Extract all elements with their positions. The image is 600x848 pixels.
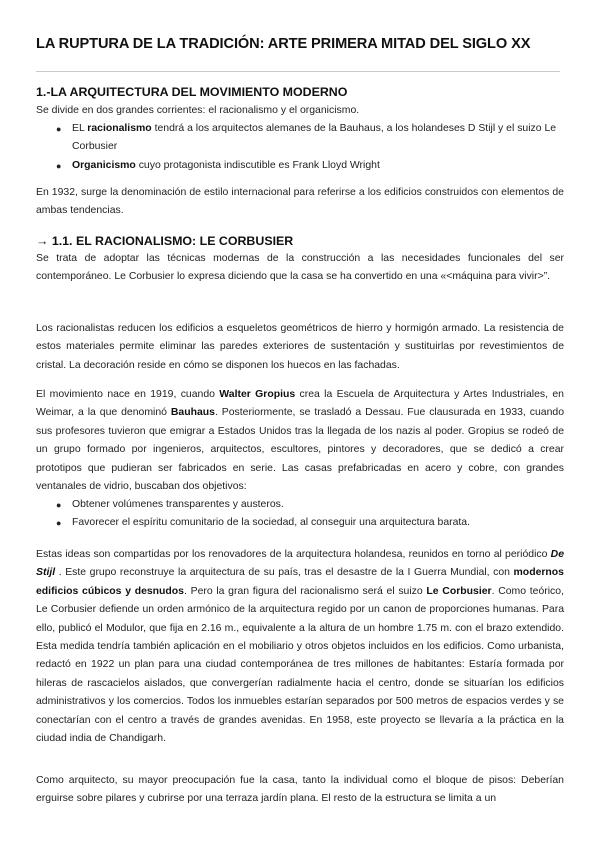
name-bauhaus: Bauhaus — [170, 407, 215, 419]
list-item-objective-2: ● Favorecer el espíritu comunitario de la sociedad, al conseguir una arquitectura barata. — [36, 514, 564, 532]
paragraph-racionalismo-intro: Se trata de adoptar las técnicas modernas de la construcción a las necesidades funcionales del ser contemporáneo. Le Corbusier lo expresa diciendo que la casa se ha convertido en una «<máquina para vivir>”. — [36, 253, 564, 283]
currents-list — [36, 120, 564, 175]
list-item-organicismo: ● Organicismo cuyo protagonista indiscutible es Frank Lloyd Wright — [36, 157, 564, 175]
term-modernos-edificios: modernos edificios cúbicos y desnudos — [36, 567, 564, 597]
list-item-objective-1: ● Obtener volúmenes transparentes y austeros. — [36, 496, 564, 514]
section-1-1-heading: → 1.1. EL RACIONALISMO: LE CORBUSIER — [36, 234, 294, 248]
paragraph-de-stijl-le-corbusier: Estas ideas son compartidas por los renovadores de la arquitectura holandesa, reunidos en torno al periódico De Stijl . Este grupo reconstruye la arquitectura de su país, tras el desastre de la I Guerra Mundial, con modernos edificios cúbicos y desnudos. Pero la gran figura del racionalismo será el suizo Le Corbusier. Como teórico, Le Corbusier defiende un orden armónico de la arquitectura regido por un canon de proporciones humanas. Para ello, publicó el Modulor, que fija en 2.16 m., equivalente a la altura de un hombre 1.75 m. con el brazo extendido. Esta medida tendría también aplicación en el mobiliario y otros objetos incluidos en los edificios. Como urbanista, redactó en 1922 un plan para una ciudad contemporánea de tres millones de habitantes: Estaría formada por hileras de rascacielos aislados, que convergerían radialmente hacia el centro, donde se situarían los edificios administrativos y los comercios. Todos los inmuebles estarían separados por 500 metros de espacios verdes y se conectarían con el centro a través de grandes avenidas. En 1958, este proyecto se llevaría a la práctica en la ciudad india de Chandigarh. — [36, 549, 564, 745]
objectives-list — [36, 496, 564, 533]
paragraph-1932: En 1932, surge la denominación de estilo internacional para referirse a los edificios construidos con elementos de ambas tendencias. — [36, 187, 564, 217]
title-divider — [36, 71, 560, 72]
section-1-intro: Se divide en dos grandes corrientes: el racionalismo y el organicismo. — [36, 105, 360, 116]
name-walter-gropius: Walter Gropius — [219, 389, 296, 400]
document-title: LA RUPTURA DE LA TRADICIÓN: ARTE PRIMERA MITAD DEL SIGLO XX — [36, 36, 531, 52]
bullet-icon: ● — [56, 500, 62, 510]
name-le-corbusier: Le Corbusier — [426, 585, 492, 597]
bullet-icon: ● — [56, 160, 62, 171]
term-organicismo: Organicismo — [72, 159, 136, 171]
bullet-icon: ● — [56, 518, 62, 529]
list-item-racionalismo: ● EL racionalismo tendrá a los arquitectos alemanes de la Bauhaus, a los holandeses D Stijl y el suizo Le Corbusier — [36, 120, 564, 157]
paragraph-esqueletos: Los racionalistas reducen los edificios a esqueletos geométricos de hierro y hormigón armado. La resistencia de estos materiales permite eliminar las paredes exteriores de sustentación y sustituirlas por revestimientos de cristal. La decoración reside en cómo se disponen los huecos en las fachadas. — [36, 323, 564, 371]
term-racionalismo: racionalismo — [87, 123, 152, 134]
paragraph-arquitecto: Como arquitecto, su mayor preocupación fue la casa, tanto la individual como el bloque de pisos: Deberían erguirse sobre pilares y cubrirse por una terraza jardín plana. El resto de la estructura se limita a un — [36, 775, 564, 805]
name-de-stijl: De Stijl — [36, 549, 564, 579]
bullet-icon: ● — [56, 124, 62, 134]
section-1-heading: 1.-LA ARQUITECTURA DEL MOVIMIENTO MODERNO — [36, 85, 348, 99]
paragraph-bauhaus: El movimiento nace en 1919, cuando Walter Gropius crea la Escuela de Arquitectura y Artes Industriales, en Weimar, a la que denominó Bauhaus. Posteriormente, se trasladó a Dessau. Fue clausurada en 1933, cuando sus profesores tuvieron que emigrar a Estados Unidos tras la llegada de los nazis al poder. Gropius se rodeó de un grupo formado por ingenieros, arquitectos, escultores, pintores y decoradores, que se dedicó a crear prototipos que pudieran ser fabricados en serie. Las casas prefabricadas en acero y cobre, con grandes ventanales de vidrio, buscaban dos objetivos: — [36, 389, 564, 493]
